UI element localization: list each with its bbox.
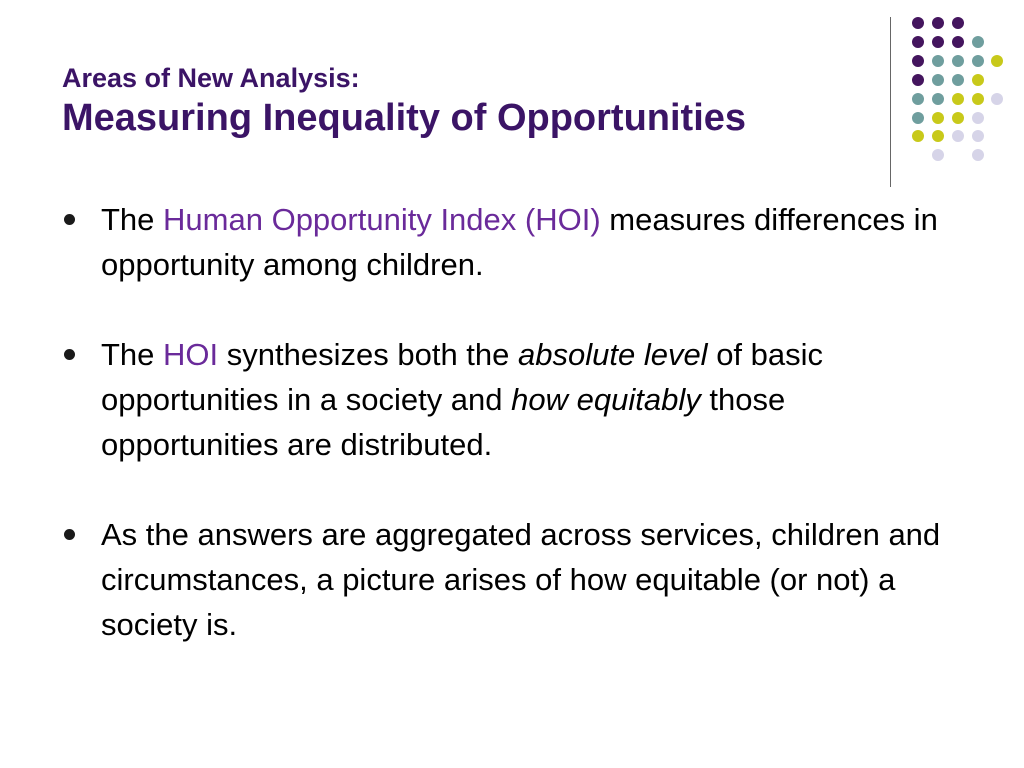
dot xyxy=(912,74,924,86)
dot xyxy=(952,55,964,67)
dot xyxy=(912,130,924,142)
slide-subtitle: Areas of New Analysis: xyxy=(62,63,360,93)
dot xyxy=(932,149,944,161)
bullet-text: The xyxy=(101,337,164,372)
dot xyxy=(912,36,924,48)
dot xyxy=(972,74,984,86)
dot xyxy=(972,130,984,142)
dot xyxy=(932,130,944,142)
dot xyxy=(932,93,944,105)
dot xyxy=(952,17,964,29)
dot xyxy=(991,55,1003,67)
bullet-text: of basic opportunities in a society and xyxy=(101,337,824,417)
dot xyxy=(932,112,944,124)
highlight-text: HOI xyxy=(163,337,219,372)
dot xyxy=(972,36,984,48)
dot xyxy=(932,17,944,29)
slide-main-title: Measuring Inequality of Opportunities xyxy=(62,97,747,139)
dot xyxy=(952,112,964,124)
dot xyxy=(932,74,944,86)
bullet-icon xyxy=(64,214,75,225)
bullet-text: synthesizes both the xyxy=(218,337,518,372)
emphasis-text: absolute level xyxy=(518,337,708,372)
dot-grid-icon xyxy=(0,0,1024,200)
bullet-icon xyxy=(64,349,75,360)
bullet-item-hoi-definition xyxy=(62,197,962,287)
highlight-text: Human Opportunity Index (HOI) xyxy=(163,202,601,237)
dot xyxy=(991,93,1003,105)
dot xyxy=(952,74,964,86)
bullet-text: measures differences in opportunity among children. xyxy=(101,202,938,282)
emphasis-text: how equitably xyxy=(511,382,701,417)
dot xyxy=(912,112,924,124)
bullet-item-hoi-synthesis xyxy=(62,332,962,467)
dot xyxy=(972,55,984,67)
dot xyxy=(972,93,984,105)
bullet-icon xyxy=(64,529,75,540)
dot xyxy=(952,36,964,48)
dot xyxy=(952,130,964,142)
bullet-item-aggregation xyxy=(62,512,962,647)
bullet-list xyxy=(62,197,962,692)
dot xyxy=(912,93,924,105)
dot xyxy=(912,17,924,29)
dot xyxy=(972,112,984,124)
dot xyxy=(932,36,944,48)
dot xyxy=(952,93,964,105)
bullet-text: those opportunities are distributed. xyxy=(101,382,786,462)
bullet-text: The xyxy=(101,202,164,237)
bullet-text: As the answers are aggregated across services, children and circumstances, a picture arises of how equitable (or not) a society is. xyxy=(101,517,941,642)
dot xyxy=(972,149,984,161)
dot xyxy=(932,55,944,67)
dot xyxy=(912,55,924,67)
